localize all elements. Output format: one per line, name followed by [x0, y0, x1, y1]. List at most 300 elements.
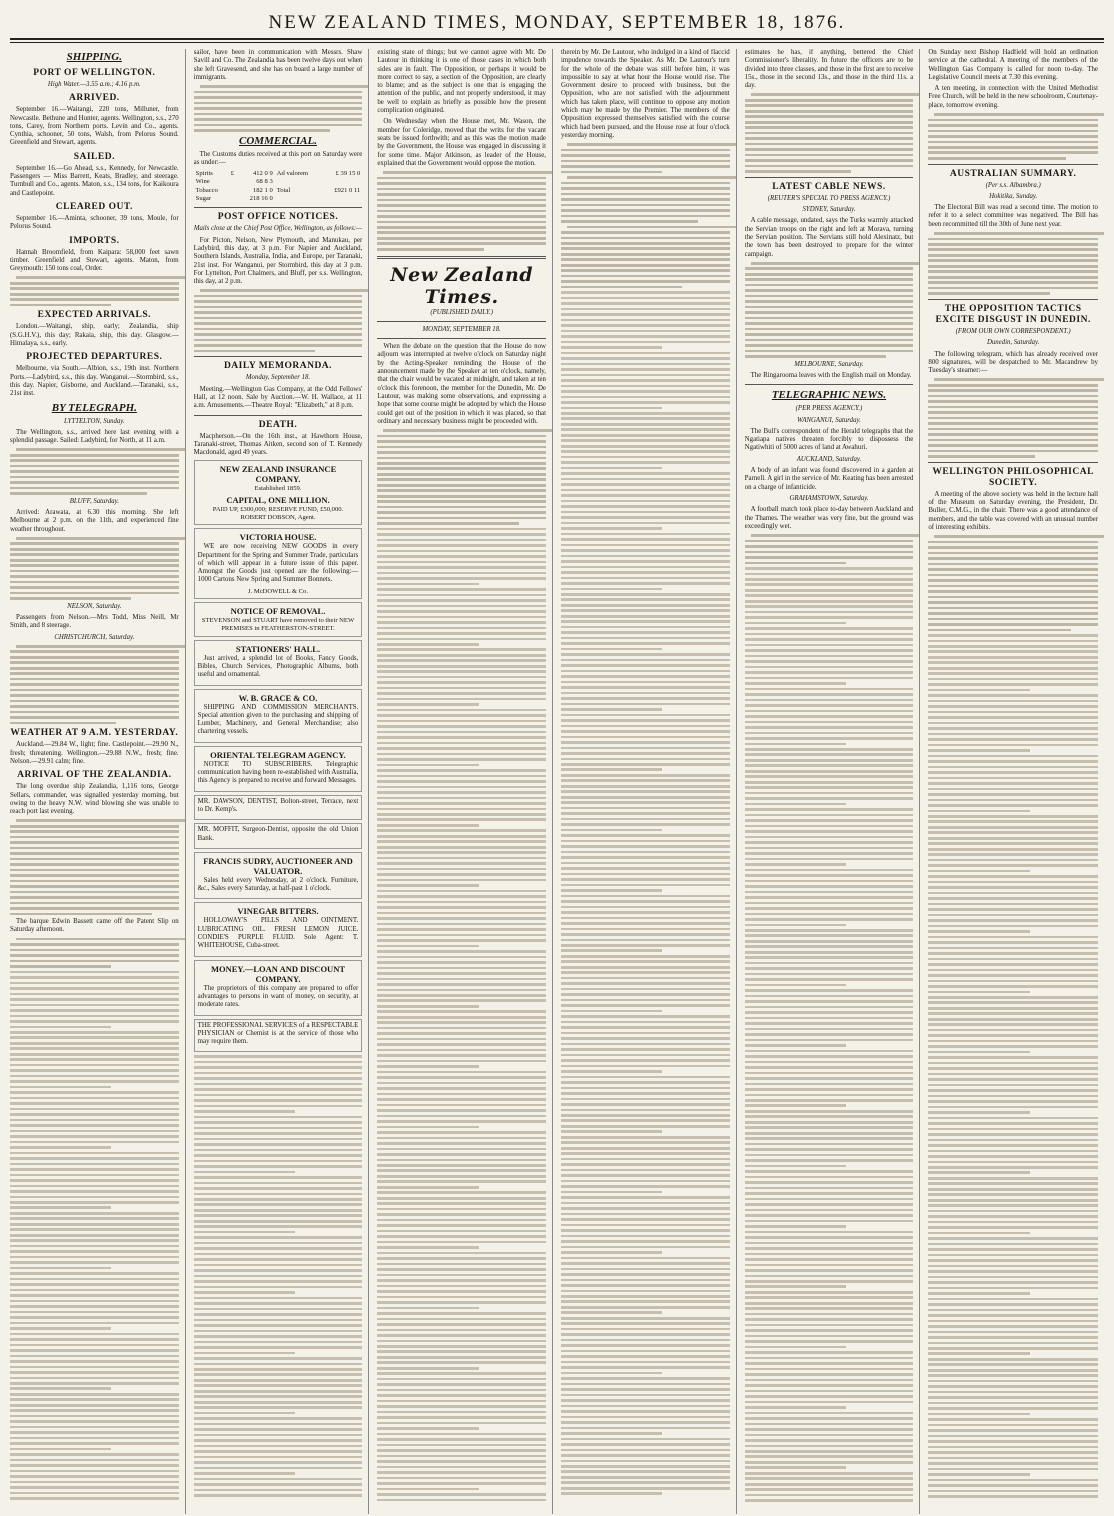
text-line	[561, 593, 730, 596]
text-line	[10, 858, 179, 861]
text-line	[928, 749, 1030, 752]
text-line	[194, 1417, 363, 1420]
text-line	[745, 1176, 914, 1179]
text-line	[928, 1352, 1030, 1355]
text-line	[377, 440, 546, 443]
text-line	[561, 456, 730, 459]
text-line	[377, 1202, 546, 1205]
text-line	[561, 341, 730, 344]
text-line	[561, 242, 730, 245]
text-line	[377, 1493, 546, 1496]
text-line	[377, 1241, 546, 1244]
text-line	[377, 961, 546, 964]
text-line	[10, 1289, 179, 1292]
text-line	[10, 672, 179, 675]
text-line	[377, 177, 546, 180]
text-line	[377, 1142, 546, 1145]
text-line	[928, 870, 1030, 873]
text-line	[928, 799, 1098, 802]
post-office-sub: Mails close at the Chief Post Office, Wellington, as follows:—	[193, 225, 363, 233]
filler-text	[561, 143, 730, 173]
text-line	[561, 313, 730, 316]
text-line	[10, 1239, 179, 1242]
text-line	[377, 1159, 546, 1162]
text-line	[561, 357, 730, 360]
text-line	[561, 719, 730, 722]
text-line	[561, 1257, 730, 1260]
text-line	[377, 1191, 546, 1194]
text-line	[745, 1072, 914, 1075]
divider	[928, 462, 1098, 463]
grahamstown-text: A football match took place to-day between Auckland and the Thames. The weather was very fine, but the ground was exceedingly wet.	[744, 506, 914, 530]
text-line	[377, 1093, 546, 1096]
text-line	[751, 262, 920, 265]
text-line	[745, 121, 914, 124]
text-line	[377, 775, 546, 778]
text-line	[194, 118, 363, 121]
text-line	[377, 1235, 546, 1238]
text-line	[377, 1224, 546, 1227]
text-line	[561, 160, 730, 163]
stationers-title: STATIONERS' HALL.	[235, 643, 321, 654]
text-line	[194, 1302, 363, 1305]
text-line	[928, 1407, 1098, 1410]
cleared-text: September 16.—Aminta, schooner, 39 tons, Moule, for Pelorus Sound.	[10, 214, 179, 231]
text-line	[561, 747, 730, 750]
text-line	[194, 300, 363, 303]
text-line	[745, 1187, 914, 1190]
text-line	[745, 1148, 914, 1151]
text-line	[928, 683, 1098, 686]
customs-cell	[275, 178, 322, 186]
bluff-label: BLUFF, Saturday.	[69, 497, 119, 505]
text-line	[928, 1298, 1098, 1301]
text-line	[377, 895, 546, 898]
text-line	[194, 1269, 363, 1272]
text-line	[377, 1263, 546, 1266]
text-line	[10, 1261, 179, 1264]
text-line	[10, 1196, 179, 1199]
text-line	[561, 1427, 730, 1430]
text-line	[745, 1417, 914, 1420]
text-line	[561, 642, 730, 645]
insurance-paid: PAID UP, £300,000; RESERVE FUND, £50,000.	[212, 505, 344, 513]
text-line	[928, 1111, 1030, 1114]
text-line	[194, 350, 315, 353]
text-line	[561, 1322, 730, 1325]
filler-text	[561, 226, 730, 289]
text-line	[10, 852, 179, 855]
text-line	[10, 1256, 179, 1259]
wanganui-text: The Bull's correspondent of the Herald telegraphs that the Ngatiapa natives threaten forcibly to dispossess the Ngatiwhiti of 5000 acres of land at Awahuri.	[744, 427, 914, 452]
text-line	[745, 1192, 914, 1195]
text-line	[928, 1314, 1098, 1317]
text-line	[377, 489, 546, 492]
text-line	[194, 1346, 363, 1349]
text-line	[561, 977, 730, 980]
text-line	[377, 242, 546, 245]
text-line	[928, 1347, 1098, 1350]
text-line	[194, 1171, 295, 1174]
text-line	[561, 867, 730, 870]
text-line	[745, 1499, 914, 1502]
text-line	[194, 1099, 363, 1102]
text-line	[745, 1269, 914, 1272]
local-text-b: A ten meeting, in connection with the United Methodist Free Church, will be held in the new schoolroom, Courtenay-place, tomorrow evening.	[928, 85, 1098, 109]
text-line	[561, 555, 730, 558]
text-line	[561, 390, 730, 393]
text-line	[928, 428, 1098, 431]
text-line	[561, 1487, 730, 1490]
text-line	[561, 1169, 730, 1172]
text-line	[377, 1345, 546, 1348]
text-line	[561, 604, 730, 607]
text-line	[745, 1231, 914, 1234]
customs-cell: £921 0 11	[334, 186, 361, 194]
text-line	[561, 873, 730, 876]
text-line	[10, 548, 179, 551]
divider	[194, 356, 363, 357]
text-line	[745, 1406, 846, 1409]
text-line	[561, 187, 730, 190]
text-line	[928, 1413, 1030, 1416]
text-line	[377, 1268, 546, 1271]
text-line	[561, 1224, 730, 1227]
text-line	[928, 1276, 1098, 1279]
text-line	[745, 1225, 846, 1228]
grace-text: SHIPPING AND COMMISSION MERCHANTS. Special attention given to the purchasing and shipping of Lumber, Machinery, and General Merchandise; also chartering vessels.	[197, 703, 359, 736]
divider	[745, 177, 914, 178]
text-line	[745, 165, 914, 168]
bluff-text: Arrived: Arawata, at 6.30 this morning. She left Melbourne at 2 p.m. on the 11th, and experienced fine weather throughout.	[10, 509, 179, 533]
text-line	[10, 841, 179, 844]
text-line	[377, 840, 546, 843]
text-line	[561, 368, 730, 371]
text-line	[928, 678, 1098, 681]
auction-text: Sales held every Wednesday, at 2 o'clock. Furniture, &c., Sales every Saturday, at half-past 1 o'clock.	[197, 876, 359, 893]
text-line	[745, 940, 914, 943]
text-line	[10, 869, 179, 872]
text-line	[10, 885, 179, 888]
text-line	[561, 1355, 730, 1358]
death-heading: DEATH.	[258, 419, 298, 430]
text-line	[745, 671, 914, 674]
text-line	[10, 1146, 111, 1149]
text-line	[561, 247, 730, 250]
text-line	[10, 667, 179, 670]
text-line	[377, 1049, 546, 1052]
text-line	[745, 148, 914, 151]
text-line	[745, 545, 914, 548]
customs-cell	[322, 178, 362, 186]
text-line	[377, 1060, 546, 1063]
text-line	[928, 406, 1098, 409]
text-line	[194, 1335, 363, 1338]
text-line	[745, 759, 914, 762]
text-line	[377, 978, 546, 981]
text-line	[194, 1077, 363, 1080]
text-line	[377, 753, 546, 756]
text-line	[928, 930, 1030, 933]
grace-title: W. B. GRACE & CO.	[238, 692, 318, 703]
text-line	[561, 675, 730, 678]
text-line	[561, 1311, 662, 1314]
text-line	[561, 1109, 730, 1112]
text-line	[928, 947, 1098, 950]
text-line	[377, 610, 546, 613]
text-line	[561, 445, 730, 448]
telegram-title: ORIENTAL TELEGRAM AGENCY.	[210, 749, 346, 760]
text-line	[377, 1323, 546, 1326]
text-line	[194, 1313, 363, 1316]
text-line	[194, 129, 331, 132]
text-line	[561, 960, 730, 963]
text-line	[194, 102, 363, 105]
text-line	[928, 1248, 1098, 1251]
text-line	[561, 862, 730, 865]
text-line	[928, 1029, 1098, 1032]
filler-text	[10, 938, 179, 968]
text-line	[377, 1131, 546, 1134]
text-line	[194, 1406, 363, 1409]
text-line	[194, 1494, 363, 1497]
text-line	[10, 1141, 179, 1144]
text-line	[928, 700, 1098, 703]
philosophical-society-heading: WELLINGTON PHILOSOPHICAL SOCIETY.	[932, 466, 1094, 488]
text-line	[561, 1065, 730, 1068]
text-line	[377, 1120, 546, 1123]
text-line	[561, 598, 730, 601]
customs-cell	[229, 187, 239, 195]
text-line	[10, 993, 179, 996]
text-line	[377, 221, 546, 224]
text-line	[745, 115, 914, 118]
text-line	[928, 384, 1098, 387]
text-line	[10, 476, 179, 479]
text-line	[377, 912, 546, 915]
text-line	[928, 135, 1098, 138]
customs-cell: 412 0 9	[252, 170, 273, 178]
text-line	[377, 1164, 546, 1167]
memoranda-heading: DAILY MEMORANDA.	[223, 361, 333, 372]
melbourne-place: MELBOURNE, Saturday.	[794, 360, 864, 368]
text-line	[16, 448, 185, 451]
text-line	[561, 154, 730, 157]
text-line	[561, 544, 730, 547]
text-line	[10, 1486, 179, 1489]
text-line	[377, 797, 546, 800]
text-line	[745, 1044, 846, 1047]
text-line	[10, 1404, 179, 1407]
text-line	[10, 1217, 179, 1220]
text-line	[928, 914, 1098, 917]
text-line	[928, 119, 1098, 122]
text-line	[377, 561, 546, 564]
text-line	[377, 231, 546, 234]
text-line	[561, 1054, 730, 1057]
text-line	[745, 830, 914, 833]
text-line	[745, 567, 914, 570]
text-line	[10, 287, 179, 290]
text-line	[928, 1144, 1098, 1147]
text-line	[928, 574, 1098, 577]
text-line	[928, 1484, 1098, 1487]
text-line	[377, 654, 546, 657]
text-line	[10, 863, 179, 866]
customs-cell: 218 16 0	[249, 195, 273, 203]
text-line	[10, 481, 179, 484]
text-line	[194, 91, 363, 94]
text-line	[377, 638, 546, 641]
text-line	[561, 1081, 730, 1084]
text-line	[10, 650, 179, 653]
text-line	[377, 1279, 546, 1282]
customs-cell: £ 39 15 0	[335, 170, 361, 178]
text-line	[16, 537, 185, 540]
text-line	[10, 553, 179, 556]
text-line	[377, 643, 478, 646]
text-line	[928, 1122, 1098, 1125]
text-line	[377, 692, 546, 695]
death-text: Macpherson.—On the 16th inst., at Hawthorn House, Taranaki-street, Thomas Aitken, second son of T. Kennedy Macdonald, aged 49 years.	[193, 432, 363, 457]
customs-cell: 68 8 3	[256, 178, 273, 186]
text-line	[561, 944, 730, 947]
text-line	[10, 896, 179, 899]
text-line	[194, 1231, 295, 1234]
text-line	[194, 1384, 363, 1387]
text-line	[561, 911, 730, 914]
text-line	[10, 1036, 179, 1039]
text-line	[928, 1435, 1098, 1438]
text-line	[377, 769, 546, 772]
text-line	[561, 971, 730, 974]
text-line	[194, 96, 363, 99]
text-line	[194, 306, 363, 309]
text-line	[377, 1087, 546, 1090]
text-line	[745, 1412, 914, 1415]
text-line	[377, 583, 478, 586]
text-line	[745, 770, 914, 773]
text-line	[928, 1150, 1098, 1153]
text-line	[928, 1385, 1098, 1388]
text-line	[928, 788, 1098, 791]
text-line	[10, 1349, 179, 1352]
text-line	[928, 974, 1098, 977]
text-line	[745, 1264, 914, 1267]
text-line	[745, 1346, 846, 1349]
text-line	[561, 1158, 730, 1161]
text-line	[928, 705, 1098, 708]
text-line	[745, 1357, 914, 1360]
telegraph-text: The Wellington, s.s., arrived here last evening with a splendid passage. Sailed: Ladybird, for North, at 11 a.m.	[10, 428, 179, 445]
text-line	[561, 1262, 730, 1265]
text-line	[561, 1191, 662, 1194]
text-line	[194, 1439, 363, 1442]
filler-text	[928, 378, 1098, 457]
text-line	[377, 829, 546, 832]
text-line	[745, 605, 914, 608]
text-line	[928, 711, 1098, 714]
text-line	[745, 1423, 914, 1426]
text-line	[928, 1446, 1098, 1449]
post-office-heading: POST OFFICE NOTICES.	[217, 212, 339, 223]
text-line	[561, 714, 730, 717]
text-line	[377, 742, 546, 745]
text-line	[377, 851, 546, 854]
text-line	[928, 265, 1098, 268]
customs-cell	[322, 195, 362, 203]
text-line	[377, 1054, 546, 1057]
text-line	[194, 1352, 295, 1355]
text-line	[10, 1409, 179, 1412]
text-line	[928, 1336, 1098, 1339]
text-line	[10, 1448, 111, 1451]
victoria-house-ad	[194, 528, 363, 599]
customs-row	[194, 170, 363, 178]
text-line	[928, 656, 1098, 659]
latest-cable-heading: LATEST CABLE NEWS.	[772, 181, 886, 192]
text-line	[10, 1278, 179, 1281]
text-line	[377, 857, 546, 860]
text-line	[928, 259, 1098, 262]
text-line	[194, 1319, 363, 1322]
telegraphic-news-heading: TELEGRAPHIC NEWS.	[771, 389, 887, 402]
text-line	[377, 917, 546, 920]
text-line	[745, 1455, 914, 1458]
text-line	[10, 982, 179, 985]
text-line	[928, 1495, 1098, 1498]
text-line	[10, 1431, 179, 1434]
text-line	[561, 779, 730, 782]
text-line	[928, 842, 1098, 845]
text-line	[10, 700, 179, 703]
divider	[194, 207, 363, 208]
auckland-place: AUCKLAND, Saturday.	[796, 455, 862, 463]
text-line	[194, 1110, 295, 1113]
masthead-rule	[10, 38, 1104, 43]
text-line	[377, 1043, 546, 1046]
text-line	[928, 1254, 1098, 1257]
text-line	[561, 280, 730, 283]
text-line	[561, 308, 730, 311]
text-line	[377, 1246, 478, 1249]
text-line	[377, 1010, 546, 1013]
text-line	[745, 693, 914, 696]
text-line	[10, 683, 179, 686]
text-line	[561, 269, 730, 272]
text-line	[377, 446, 546, 449]
text-line	[561, 966, 730, 969]
text-line	[928, 612, 1098, 615]
grahamstown-place: GRAHAMSTOWN, Saturday.	[789, 494, 869, 502]
text-line	[745, 104, 914, 107]
text-line	[377, 215, 546, 218]
text-line	[377, 1405, 546, 1408]
text-line	[194, 1434, 363, 1437]
text-line	[745, 721, 914, 724]
text-line	[194, 1445, 363, 1448]
text-line	[561, 620, 730, 623]
text-line	[561, 1229, 730, 1232]
text-line	[10, 1075, 179, 1078]
text-line	[745, 1445, 914, 1448]
estimates-text: estimates he has, if anything, bettered the Chief Commissioner's liberality. In future the officers are to be divided into three classes, and those in the first are to receive 15s., those in the second 13s., and those in the third 11s. a day.	[744, 49, 914, 90]
text-line	[561, 785, 730, 788]
text-line	[10, 907, 179, 910]
text-line	[561, 319, 730, 322]
text-line	[928, 1062, 1098, 1065]
text-line	[377, 698, 546, 701]
